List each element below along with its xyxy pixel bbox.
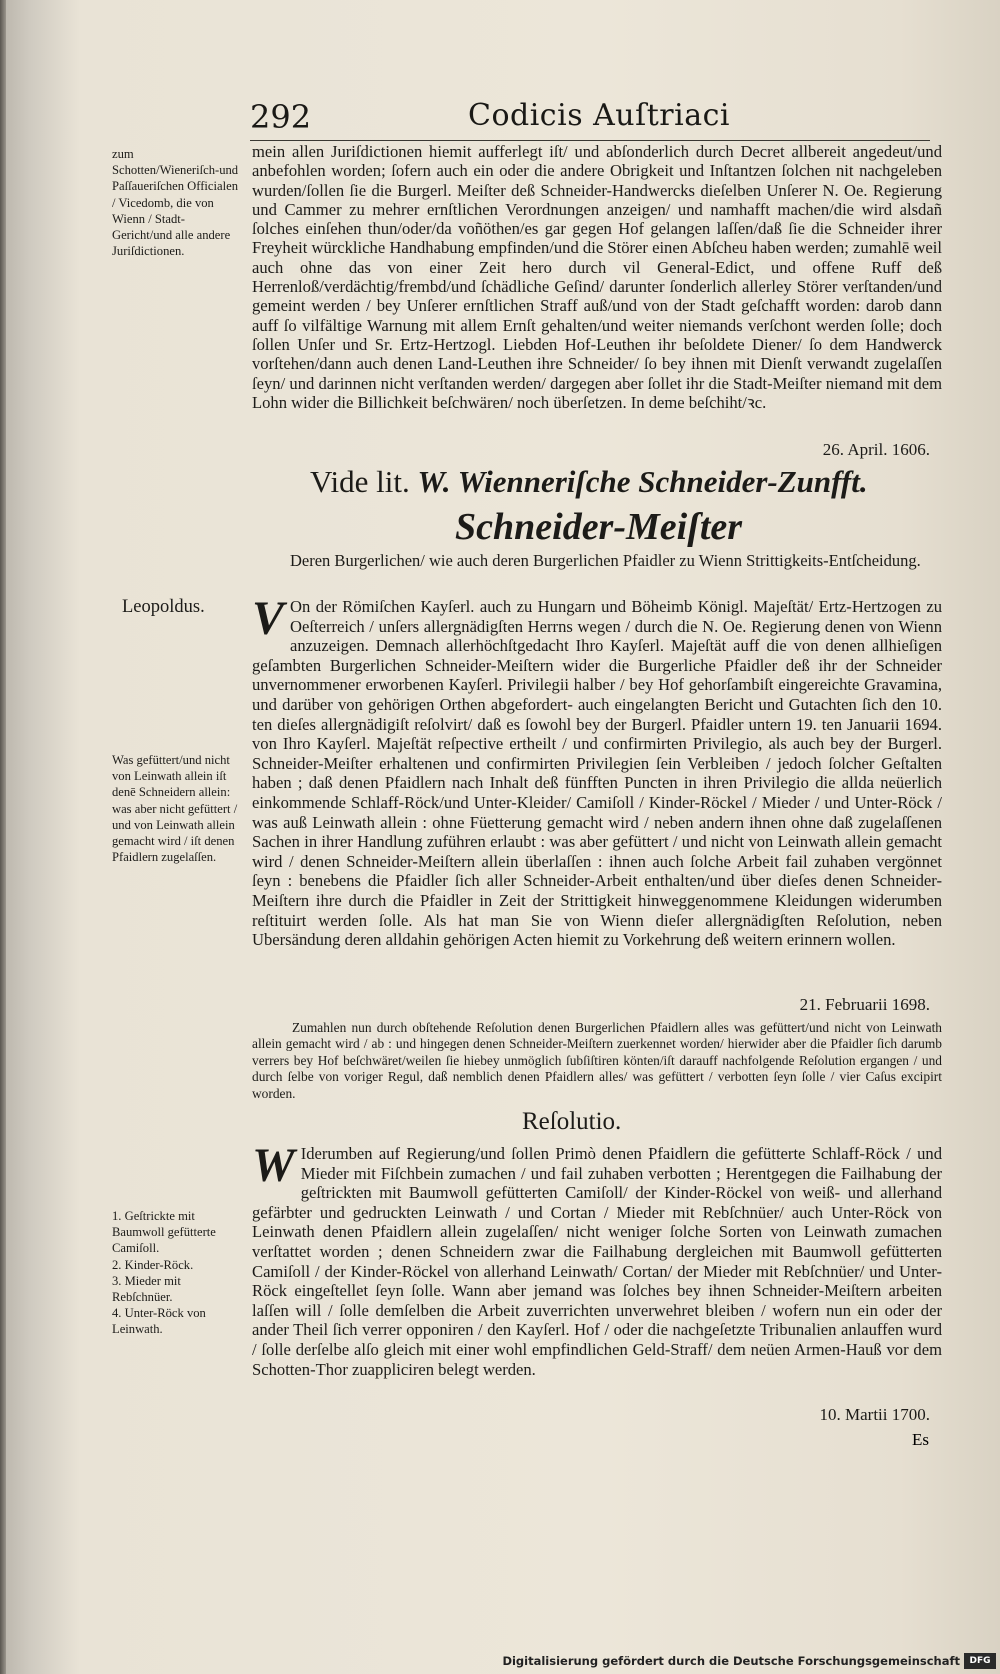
vide-ref: W. Wienneriſche Schneider-Zunfft. bbox=[417, 464, 868, 499]
margin-note-list bbox=[112, 1208, 242, 1338]
page-header bbox=[250, 98, 730, 140]
drop-cap: V bbox=[252, 592, 285, 645]
vide-prefix: Vide lit. bbox=[310, 464, 410, 499]
drop-cap: W bbox=[252, 1139, 295, 1192]
date-1700: 10. Martii 1700. bbox=[819, 1405, 930, 1424]
margin-list-item: 2. Kinder-Röck. bbox=[112, 1257, 194, 1272]
cross-reference bbox=[310, 464, 868, 500]
header-rule bbox=[250, 140, 930, 141]
paragraph-1606: mein allen Juriſdictionen hiemit aufferlegt iſt/ und abſonderlich durch Decret allbereit angedeut/und anbefohlen worden; ſofern auch ein oder die andere Obrigkeit und Inſtantzen ſolchen nit nachgeleben wurden/ſollen ſie die Burgerl. Meiſter deß Schneider-Handwercks dieſelben Unſerer N. Oe. Regierung und Cammer zu mehrer ernſtlichen Verordnungen anzeigen/ und namhafft machen/die wird alsdañ ſolches einſehen thun/oder/da voñöthen/es gar gegen Hof gelangen laſſen/daß ſie die Schneider ihrer Freyheit würckliche Handhabung empfinden/und die Störer einen Abſcheu haben werden; zumahlē weil auch ohne das von einer Zeit hero durch vil General-Edict, und offene Ruff deß Herrenloß/verdächtig/frembd/und ſchädliche Geſind/ darunter ſonderlich allerley Störer verſtanden/und gemeint werden / bey Unſerer ernſtlichen Straff auß/und von der Stadt geſchafft worden: darob dann auff ſo vilfältige Warnung mit allem Ernſt gehalten/und weiter niemands verſchont werden ſolle; doch ſollen Unſer und Sr. Ertz-Hertzogl. Liebden Hof-Leuthen ihr beſoldete Diener/ ſo dem Handwerck vorſtehen/dann auch denen Land-Leuthen ihre Schneider/ ſo bey ihnen mit Dienſt verwandt zugelaſſen ſeyn/ und darinnen nicht verſtanden werden/ dargegen aber ſollet ihr die Stadt-Meiſter niemand mit dem Lohn wider die Billichkeit beſchwären/ noch überſetzen. In deme beſchiht/ꝛc. bbox=[252, 142, 942, 412]
running-head: Codicis Auſtriaci bbox=[467, 98, 730, 133]
margin-list-item: 1. Geſtrickte mit Baumwoll gefütterte Camiſoll. bbox=[112, 1209, 216, 1256]
margin-note-gefuettert: Was gefüttert/und nicht von Leinwath allein iſt denē Schneidern allein: was aber nicht gefüttert / und von Leinwath allein gemacht wird / iſt denen Pfaidlern zugelaſſen. bbox=[112, 753, 238, 865]
margin-note-jurisdictions: zum Schotten/Wieneriſch-und Paſſaueriſchen Officialen / Vicedomb, die von Wienn / Stadt-Gericht/und alle andere Juriſdictionen. bbox=[112, 147, 239, 259]
footer-credit: Digitalisierung gefördert durch die Deutsche Forschungsgemeinschaft bbox=[502, 1654, 960, 1668]
paragraph-text: On der Römiſchen Kayſerl. auch zu Hungarn und Böheimb Königl. Majeſtät/ Ertz-Hertzogen zu Oeſterreich / unſers allergnädigſten Herrns wegen / durch die N. Oe. Regierung denen von Wienn anzuzeigen. Demnach allerhöchſtgedacht Ihro Kayſerl. Majeſtät auff die von denen allhieſigen geſambten Burgerlichen Schneider-Meiſtern wider die Burgerliche Pfaidler deß ihr der Schneider unvernommener erworbenen Kayſerl. Privilegii halber / bey Hof gehorſambiſt eingereichte Gravamina, und darüber von gehörigen Orthen abgefordert- auch eingelangten Bericht und Gutachten ſich den 10. ten dieſes allergnädigiſt reſolvirt/ daß es ſowohl bey der Burgerl. Pfaidler untern 19. ten Januarii 1694. von Ihro Kayſerl. Majeſtät reſpective ertheilt / und confirmirten Privilegio, als auch bey der Burgerl. Schneider-Meiſter erhaltenen und confirmirten Privilegien ſein Verbleiben / jedoch ſolcher Geſtalten haben ; daß denen Pfaidlern nach Inhalt deß fünfften Puncten in ihren Privilegio die allda neüerlich einkommende Schlaff-Röck/und Unter-Kleider/ Camiſoll / Kinder-Röckel / Mieder / und Unter-Röck / was auß Leinwath allein : ohne Füetterung gemacht wird / neben andern ihnen ohne daß zugelaſſenen Sachen in ihrer Handlung zuführen erlaubt : was aber gefüttert / und nicht von Leinwath allein gemacht wird / denen Schneider-Meiſtern allein überlaſſen : ihnen auch ſolche Arbeit fail zuhaben vergönnet ſeyn : benebens die Pfaidler ſich aller Schneider-Arbeit enthalten/und über dieſes denen Schneider-Meiſtern ihre durch die Pfaidler in Zeit der Strittigkeit hinweggenommene Kleidungen widerumben reſtituirt werden ſolle. Als hat man Sie von Wienn dieſer allergnädigſten Reſolution, neben Ubersändung deren alldahin gehörigen Acten hiemit zu Vorkehrung deß weitern erinnern wollen. bbox=[252, 597, 942, 950]
dfg-logo: DFG bbox=[964, 1653, 996, 1669]
section-subtitle: Deren Burgerlichen/ wie auch deren Burgerlichen Pfaidler zu Wienn Strittigkeits-Entſcheidung. bbox=[290, 551, 921, 570]
catchword: Es bbox=[912, 1430, 929, 1449]
explanatory-note: Zumahlen nun durch obſtehende Reſolution denen Burgerlichen Pfaidlern alles was gefüttert/und nicht von Leinwath allein gemacht wird / ab : und hingegen denen Schneider-Meiſtern zuerkennet worden/ hierwider aber die Pfaidler ſich darumb verrers bey Hof beſchwäret/weilen ſie hiebey unmöglich ſubſiſtiren könten/iſt darauff nachfolgende Reſolution ergangen / und durch ſelbe von voriger Regul, daß nemblich denen Pfaidlern alles/ was gefüttert / verbotten ſeyn ſolle / vier Caſus excipirt worden. bbox=[252, 1020, 942, 1101]
paragraph-1698 bbox=[252, 592, 942, 950]
page-gutter bbox=[0, 0, 6, 1674]
date-1606: 26. April. 1606. bbox=[822, 440, 930, 459]
resolutio-heading: Reſolutio. bbox=[522, 1108, 622, 1135]
page-number: 292 bbox=[250, 98, 312, 136]
margin-list-item: 3. Mieder mit Rebſchnüer. bbox=[112, 1273, 181, 1305]
digitization-footer bbox=[0, 1650, 1000, 1674]
paragraph-text: Iderumben auf Regierung/und ſollen Primò denen Pfaidlern die gefütterte Schlaff-Röck / und Mieder mit Fiſchbein zumachen / und fail zuhaben verbotten ; Herentgegen die Failhabung der geſtrickten mit Baumwoll gefütterten Camiſoll/ der Kinder-Röckel von weiß- und allerhand gefärbter und gedruckten Leinwath / und Cortan / Mieder mit Rebſchnüer/ auch Unter-Röck von Leinwath denen Pfaidlern allein zugelaſſen/ nicht weniger ſolche Sorten von Leinwath zumachen verſtattet worden ; denen Schneidern zwar die Failhabung dergleichen mit Baumwoll gefütterten Camiſoll / der Kinder-Röckel von allerhand Leinwath/ Cortan/ der Mieder mit Rebſchnüer/ und Unter-Röck eingeſtellet ſeyn ſolle. Wann aber jemand was ſolches bey ihnen Schneider-Meiſtern arbeiten laſſen will / ſolle demſelben die Arbeit zuverrichten unverwehret bleiben / wofern nun ein oder der ander Theil ſich verrer opponiren / den Kayſerl. Hof / oder die nachgeſetzte Tribunalien anlauffen wurd / ſolle derſelbe alſo gleich mit einer wohl empfindlichen Geld-Straff/ dem neüen Armen-Hauß vor dem Schotten-Thor zuappliciren belegt werden. bbox=[252, 1144, 942, 1379]
margin-list-item: 4. Unter-Röck von Leinwath. bbox=[112, 1306, 206, 1337]
section-title: Schneider-Meiſter bbox=[455, 506, 743, 548]
margin-note-leopoldus: Leopoldus. bbox=[122, 597, 205, 617]
date-1698: 21. Februarii 1698. bbox=[799, 995, 930, 1014]
paragraph-1700 bbox=[252, 1139, 942, 1379]
